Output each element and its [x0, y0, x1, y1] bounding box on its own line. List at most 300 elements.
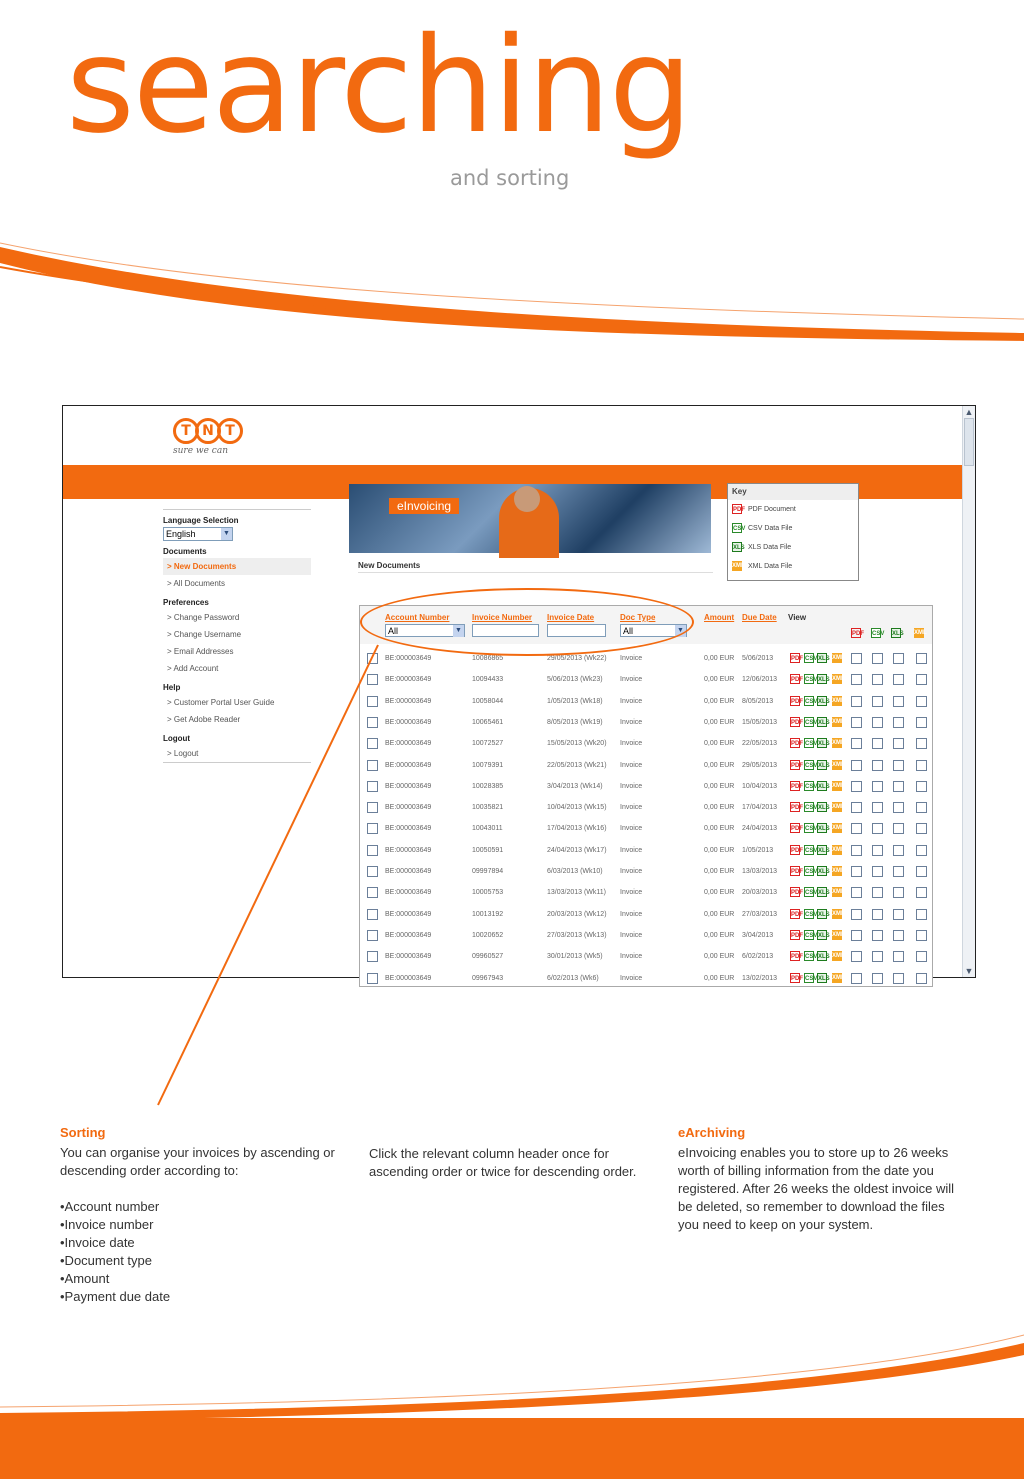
xml-icon[interactable]: XML — [832, 697, 845, 704]
pdf-icon[interactable]: PDF — [790, 909, 800, 919]
tnt-logo — [173, 418, 239, 444]
invoice-date-cell: 3/04/2013 (Wk14) — [547, 782, 603, 790]
invoice-number-cell: 10028385 — [472, 782, 504, 790]
sidebar-item-label: Change Username — [173, 630, 242, 639]
csv-icon[interactable]: CSV — [804, 738, 814, 748]
xls-icon[interactable]: XLS — [817, 866, 827, 876]
csv-icon[interactable]: CSV — [804, 866, 814, 876]
amount-cell: 0,00 EUR — [704, 782, 735, 790]
download-checkbox[interactable] — [851, 781, 862, 792]
xml-icon[interactable]: XML — [832, 718, 845, 725]
sidebar-item-label: Change Password — [173, 613, 240, 622]
pdf-icon[interactable]: PDF — [790, 951, 800, 961]
download-checkbox[interactable] — [916, 738, 927, 749]
download-checkbox[interactable] — [851, 909, 862, 920]
download-checkbox[interactable] — [872, 930, 883, 941]
header-view: View — [788, 613, 807, 622]
invoice-date-cell: 17/04/2013 (Wk16) — [547, 825, 607, 833]
invoice-date-cell: 10/04/2013 (Wk15) — [547, 804, 607, 812]
download-checkbox[interactable] — [872, 866, 883, 877]
key-title: Key — [728, 484, 858, 500]
invoice-number-cell: 09967943 — [472, 974, 504, 982]
header-invoice-number[interactable]: Invoice Number — [472, 613, 533, 622]
table-row — [360, 882, 932, 903]
sidebar-item-label: Logout — [173, 749, 199, 758]
einvoicing-banner — [349, 484, 711, 553]
logo-letter: N — [195, 418, 221, 444]
download-checkbox[interactable] — [851, 930, 862, 941]
download-checkbox[interactable] — [916, 674, 927, 685]
csv-icon[interactable]: CSV — [804, 951, 814, 961]
account-cell: BE:000003649 — [385, 697, 432, 705]
header-doc-type[interactable]: Doc Type — [620, 613, 656, 622]
account-cell: BE:000003649 — [385, 804, 432, 812]
amount-cell: 0,00 EUR — [704, 761, 735, 769]
table-row — [360, 733, 932, 754]
list-item: •Invoice date — [60, 1235, 135, 1250]
header-due-date[interactable]: Due Date — [742, 613, 777, 622]
annotation-ellipse — [360, 588, 694, 656]
pdf-icon[interactable]: PDF — [790, 781, 800, 791]
sidebar-item-email-addresses[interactable]: > Email Addresses — [167, 647, 234, 656]
xls-icon[interactable]: XLS — [817, 781, 827, 791]
invoice-date-cell: 30/01/2013 (Wk5) — [547, 953, 603, 961]
amount-cell: 0,00 EUR — [704, 910, 735, 918]
download-checkbox[interactable] — [851, 866, 862, 877]
sorting-intro: You can organise your invoices by ascending or descending order according to: — [60, 1145, 335, 1178]
invoice-number-cell: 10020652 — [472, 931, 504, 939]
due-date-cell: 17/04/2013 — [742, 804, 778, 812]
top-swoosh — [0, 215, 1024, 345]
invoice-number-cell: 09997894 — [472, 868, 504, 875]
xls-icon[interactable]: XLS — [817, 909, 827, 919]
sidebar-item-all-documents[interactable]: > All Documents — [167, 579, 226, 588]
sorting-list — [60, 1198, 345, 1306]
doc-type-cell: Invoice — [620, 931, 643, 939]
xls-icon[interactable]: XLS — [817, 973, 827, 983]
doc-type-cell: Invoice — [620, 761, 643, 769]
scroll-up-icon[interactable]: ▲ — [964, 407, 974, 417]
logo-letter: T — [217, 418, 243, 444]
csv-icon[interactable]: CSV — [804, 887, 814, 897]
preferences-heading: Preferences — [163, 598, 209, 607]
download-checkbox[interactable] — [893, 887, 904, 898]
xml-icon[interactable]: XML — [832, 868, 845, 874]
invoice-number-cell: 10072527 — [472, 740, 504, 748]
download-checkbox[interactable] — [872, 760, 883, 771]
xls-icon[interactable]: XLS — [817, 930, 827, 940]
account-cell: BE:000003649 — [385, 889, 432, 897]
sidebar-item-change-username[interactable]: > Change Username — [167, 630, 242, 639]
download-checkbox[interactable] — [916, 823, 927, 834]
pdf-icon[interactable]: PDF — [790, 930, 800, 940]
language-value: English — [166, 529, 196, 539]
download-checkbox[interactable] — [893, 973, 904, 984]
invoice-date-cell: 1/05/2013 (Wk18) — [547, 697, 603, 705]
download-checkbox[interactable] — [872, 653, 883, 664]
xls-icon[interactable]: XLS — [817, 717, 827, 727]
scroll-thumb[interactable] — [964, 418, 974, 466]
download-checkbox[interactable] — [872, 674, 883, 685]
doc-type-cell: Invoice — [620, 804, 643, 812]
table-row — [360, 946, 932, 967]
xml-icon[interactable]: XML — [832, 953, 845, 960]
xml-icon[interactable]: XML — [832, 825, 845, 832]
download-checkbox[interactable] — [893, 717, 904, 728]
due-date-cell: 6/02/2013 — [742, 953, 774, 961]
download-checkbox[interactable] — [851, 973, 862, 984]
key-row-xls — [728, 538, 858, 557]
scroll-down-icon[interactable]: ▼ — [964, 966, 974, 976]
xls-icon: XLS — [891, 628, 901, 638]
table-row — [360, 861, 932, 882]
csv-icon[interactable]: CSV — [804, 696, 814, 706]
account-cell: BE:000003649 — [385, 676, 432, 684]
download-checkbox[interactable] — [851, 653, 862, 664]
xls-icon: XLS — [732, 542, 742, 552]
account-cell: BE:000003649 — [385, 931, 432, 939]
pdf-icon[interactable]: PDF — [790, 887, 800, 897]
amount-cell: 0,00 EUR — [704, 804, 735, 812]
invoice-date-cell: 6/03/2013 (Wk10) — [547, 868, 603, 875]
invoice-number-cell: 10035821 — [472, 804, 504, 812]
amount-cell: 0,00 EUR — [704, 655, 735, 662]
due-date-cell: 12/06/2013 — [742, 676, 778, 684]
xml-icon[interactable]: XML — [832, 931, 845, 938]
download-checkbox[interactable] — [916, 653, 927, 664]
amount-cell: 0,00 EUR — [704, 697, 735, 705]
xml-icon[interactable]: XML — [832, 676, 845, 683]
list-item: •Invoice number — [60, 1217, 154, 1232]
download-checkbox[interactable] — [893, 951, 904, 962]
xml-icon[interactable]: XML — [832, 740, 845, 747]
pdf-icon[interactable]: PDF — [790, 845, 800, 855]
download-checkbox[interactable] — [893, 738, 904, 749]
doc-type-cell: Invoice — [620, 697, 643, 705]
xls-icon[interactable]: XLS — [817, 951, 827, 961]
table-row — [360, 904, 932, 925]
download-checkbox[interactable] — [916, 845, 927, 856]
invoice-date-cell: 22/05/2013 (Wk21) — [547, 761, 607, 769]
earchiving-column — [678, 1124, 960, 1234]
account-cell: BE:000003649 — [385, 825, 432, 833]
xls-icon[interactable]: XLS — [817, 653, 827, 663]
xml-icon[interactable]: XML — [832, 655, 845, 661]
sidebar-item-user-guide[interactable]: > Customer Portal User Guide — [167, 698, 275, 707]
due-date-cell: 5/06/2013 — [742, 655, 774, 662]
earchiving-heading: eArchiving — [678, 1125, 746, 1140]
invoice-date-cell: 20/03/2013 (Wk12) — [547, 910, 607, 918]
csv-icon[interactable]: CSV — [804, 781, 814, 791]
amount-cell: 0,00 EUR — [704, 889, 735, 897]
download-checkbox[interactable] — [893, 909, 904, 920]
download-checkbox[interactable] — [916, 696, 927, 707]
xml-icon[interactable]: XML — [832, 910, 845, 917]
due-date-cell: 22/05/2013 — [742, 740, 778, 748]
download-checkbox[interactable] — [851, 738, 862, 749]
pdf-icon[interactable]: PDF — [790, 866, 800, 876]
help-heading: Help — [163, 683, 181, 692]
pdf-icon[interactable]: PDF — [790, 696, 800, 706]
csv-icon[interactable]: CSV — [804, 802, 814, 812]
download-checkbox[interactable] — [851, 674, 862, 685]
doc-type-cell: Invoice — [620, 910, 643, 918]
sidebar-item-new-documents[interactable]: > New Documents — [163, 558, 311, 575]
download-checkbox[interactable] — [872, 909, 883, 920]
invoice-number-cell: 09960527 — [472, 953, 504, 961]
key-label: XML Data File — [748, 563, 793, 570]
doc-type-cell: Invoice — [620, 825, 643, 833]
doc-type-cell: Invoice — [620, 740, 643, 748]
scrollbar[interactable] — [962, 406, 975, 977]
xml-icon: XML — [732, 563, 745, 570]
invoice-date-cell: 27/03/2013 (Wk13) — [547, 931, 607, 939]
list-item: •Document type — [60, 1253, 152, 1268]
download-checkbox[interactable] — [916, 760, 927, 771]
csv-icon: CSV — [732, 523, 742, 533]
key-row-xml — [728, 557, 858, 576]
pdf-icon[interactable]: PDF — [790, 802, 800, 812]
account-cell: BE:000003649 — [385, 718, 432, 726]
xml-icon: XML — [914, 630, 927, 636]
due-date-cell: 3/04/2013 — [742, 931, 774, 939]
doc-type-filter-value: All — [623, 626, 634, 636]
xls-icon[interactable]: XLS — [817, 696, 827, 706]
table-row — [360, 691, 932, 712]
sidebar-item-change-password[interactable]: > Change Password — [167, 613, 240, 622]
earchiving-text: eInvoicing enables you to store up to 26 weeks worth of billing information from the date you registered. After 26 weeks the oldest invoice will be deleted, so remember to download the files you need to keep on your system. — [678, 1145, 955, 1232]
account-cell: BE:000003649 — [385, 740, 432, 748]
chevron-down-icon: ▼ — [221, 528, 232, 540]
table-row — [360, 925, 932, 946]
invoice-number-cell: 10005753 — [472, 889, 504, 897]
key-box — [727, 483, 859, 581]
sorting-heading: Sorting — [60, 1125, 106, 1140]
amount-cell: 0,00 EUR — [704, 825, 735, 833]
invoice-number-cell: 10050591 — [472, 846, 504, 854]
csv-icon[interactable]: CSV — [804, 717, 814, 727]
logout-heading: Logout — [163, 734, 191, 743]
due-date-cell: 29/05/2013 — [742, 761, 778, 769]
pdf-icon[interactable]: PDF — [790, 973, 800, 983]
doc-type-cell: Invoice — [620, 889, 643, 897]
csv-icon[interactable]: CSV — [804, 845, 814, 855]
download-checkbox[interactable] — [872, 738, 883, 749]
sidebar-item-label: All Documents — [173, 579, 226, 588]
pdf-icon[interactable]: PDF — [790, 760, 800, 770]
pdf-icon[interactable]: PDF — [790, 823, 800, 833]
doc-type-cell: Invoice — [620, 868, 643, 875]
xml-icon[interactable]: XML — [832, 761, 845, 768]
key-label: XLS Data File — [748, 544, 792, 551]
due-date-cell: 20/03/2013 — [742, 889, 778, 897]
download-checkbox[interactable] — [916, 930, 927, 941]
xls-icon[interactable]: XLS — [817, 802, 827, 812]
pdf-icon[interactable]: PDF — [790, 653, 800, 663]
invoice-date-cell: 15/05/2013 (Wk20) — [547, 740, 607, 748]
key-label: CSV Data File — [748, 525, 793, 532]
download-checkbox[interactable] — [872, 951, 883, 962]
sidebar-item-label: Add Account — [173, 664, 219, 673]
page-title: searching — [66, 9, 691, 163]
doc-type-cell: Invoice — [620, 782, 643, 790]
due-date-cell: 1/05/2013 — [742, 846, 774, 854]
sidebar-item-label: New Documents — [173, 562, 237, 571]
pdf-icon: PDF — [732, 504, 742, 514]
download-checkbox[interactable] — [893, 802, 904, 813]
invoice-date-cell: 8/05/2013 (Wk19) — [547, 718, 603, 726]
list-item: •Amount — [60, 1271, 110, 1286]
table-row — [360, 968, 932, 989]
download-checkbox[interactable] — [851, 717, 862, 728]
invoice-number-cell: 10043011 — [472, 825, 503, 833]
xls-icon[interactable]: XLS — [817, 760, 827, 770]
download-checkbox[interactable] — [851, 760, 862, 771]
logo-letter: T — [173, 418, 199, 444]
header-amount[interactable]: Amount — [704, 613, 735, 622]
download-checkbox[interactable] — [916, 802, 927, 813]
download-checkbox[interactable] — [872, 845, 883, 856]
download-checkbox[interactable] — [851, 951, 862, 962]
xls-icon[interactable]: XLS — [817, 738, 827, 748]
xml-icon[interactable]: XML — [832, 804, 845, 811]
download-checkbox[interactable] — [893, 653, 904, 664]
download-checkbox[interactable] — [851, 802, 862, 813]
csv-icon[interactable]: CSV — [804, 760, 814, 770]
download-checkbox[interactable] — [893, 823, 904, 834]
account-cell: BE:000003649 — [385, 761, 432, 769]
tagline: sure we can — [173, 446, 228, 456]
xml-icon[interactable]: XML — [832, 889, 845, 896]
table-row — [360, 712, 932, 733]
download-checkbox[interactable] — [893, 674, 904, 685]
due-date-cell: 13/02/2013 — [742, 974, 778, 982]
download-checkbox[interactable] — [872, 802, 883, 813]
sidebar-item-label: Customer Portal User Guide — [173, 698, 275, 707]
invoice-number-cell: 10079391 — [472, 761, 504, 769]
download-checkbox[interactable] — [916, 973, 927, 984]
account-cell: BE:000003649 — [385, 868, 432, 875]
download-checkbox[interactable] — [851, 845, 862, 856]
pdf-icon[interactable]: PDF — [790, 674, 800, 684]
account-cell: BE:000003649 — [385, 846, 432, 854]
xml-icon[interactable]: XML — [832, 974, 845, 981]
amount-cell: 0,00 EUR — [704, 676, 735, 684]
download-checkbox[interactable] — [893, 781, 904, 792]
xml-icon[interactable]: XML — [832, 846, 845, 853]
invoice-number-cell: 10058044 — [472, 697, 504, 705]
xls-icon[interactable]: XLS — [817, 823, 827, 833]
amount-cell: 0,00 EUR — [704, 931, 735, 939]
download-checkbox[interactable] — [851, 823, 862, 834]
csv-icon[interactable]: CSV — [804, 930, 814, 940]
download-checkbox[interactable] — [851, 887, 862, 898]
bottom-swoosh — [0, 1335, 1024, 1425]
section-title: New Documents — [358, 561, 713, 573]
bottom-bar — [0, 1418, 1024, 1479]
amount-cell: 0,00 EUR — [704, 953, 735, 961]
amount-cell: 0,00 EUR — [704, 974, 735, 982]
key-row-csv — [728, 519, 858, 538]
courier-head — [514, 486, 540, 512]
pdf-icon[interactable]: PDF — [790, 738, 800, 748]
account-cell: BE:000003649 — [385, 974, 432, 982]
account-filter-value: All — [388, 626, 399, 636]
invoice-number-cell: 10065461 — [472, 718, 504, 726]
invoice-date-cell: 24/04/2013 (Wk17) — [547, 846, 607, 854]
due-date-cell: 10/04/2013 — [742, 782, 778, 790]
amount-cell: 0,00 EUR — [704, 868, 735, 875]
amount-cell: 0,00 EUR — [704, 846, 735, 854]
chevron-down-icon: ▼ — [675, 625, 686, 637]
sidebar-item-label: Get Adobe Reader — [173, 715, 241, 724]
invoice-date-cell: 13/03/2013 (Wk11) — [547, 889, 607, 897]
csv-icon: CSV — [871, 628, 881, 638]
download-checkbox[interactable] — [916, 781, 927, 792]
xls-icon[interactable]: XLS — [817, 845, 827, 855]
download-checkbox[interactable] — [916, 866, 927, 877]
download-checkbox[interactable] — [851, 696, 862, 707]
annotation-line — [150, 645, 390, 1110]
sidebar-item-adobe-reader[interactable]: > Get Adobe Reader — [167, 715, 241, 724]
doc-type-cell: Invoice — [620, 846, 643, 854]
csv-icon[interactable]: CSV — [804, 909, 814, 919]
page-subtitle: and sorting — [450, 166, 570, 190]
download-checkbox[interactable] — [872, 696, 883, 707]
language-select[interactable] — [163, 527, 233, 541]
csv-icon[interactable]: CSV — [804, 823, 814, 833]
key-label: PDF Document — [748, 506, 796, 513]
download-checkbox[interactable] — [893, 930, 904, 941]
download-checkbox[interactable] — [872, 823, 883, 834]
download-checkbox[interactable] — [916, 909, 927, 920]
download-checkbox[interactable] — [893, 866, 904, 877]
language-heading: Language Selection — [163, 516, 239, 525]
table-row — [360, 840, 932, 861]
xml-icon[interactable]: XML — [832, 782, 845, 789]
download-checkbox[interactable] — [916, 887, 927, 898]
csv-icon[interactable]: CSV — [804, 973, 814, 983]
xls-icon[interactable]: XLS — [817, 674, 827, 684]
list-item: •Account number — [60, 1199, 160, 1214]
download-checkbox[interactable] — [893, 696, 904, 707]
header-invoice-date[interactable]: Invoice Date — [547, 613, 595, 622]
table-row — [360, 669, 932, 690]
download-checkbox[interactable] — [893, 760, 904, 771]
sidebar-item-add-account[interactable]: > Add Account — [167, 664, 219, 673]
csv-icon[interactable]: CSV — [804, 674, 814, 684]
invoice-date-cell: 5/06/2013 (Wk23) — [547, 676, 603, 684]
xls-icon[interactable]: XLS — [817, 887, 827, 897]
sidebar-item-label: Email Addresses — [173, 647, 234, 656]
pdf-icon[interactable]: PDF — [790, 717, 800, 727]
download-checkbox[interactable] — [872, 781, 883, 792]
download-checkbox[interactable] — [893, 845, 904, 856]
download-checkbox[interactable] — [872, 887, 883, 898]
table-row — [360, 755, 932, 776]
account-cell: BE:000003649 — [385, 782, 432, 790]
download-checkbox[interactable] — [916, 717, 927, 728]
download-checkbox[interactable] — [872, 717, 883, 728]
download-checkbox[interactable] — [916, 951, 927, 962]
header-account-number[interactable]: Account Number — [385, 613, 450, 622]
sidebar-item-logout[interactable]: > Logout — [167, 749, 199, 758]
account-cell: BE:000003649 — [385, 953, 432, 961]
middle-text: Click the relevant column header once for ascending order or twice for descending order. — [369, 1146, 637, 1179]
csv-icon[interactable]: CSV — [804, 653, 814, 663]
due-date-cell: 8/05/2013 — [742, 697, 774, 705]
download-checkbox[interactable] — [872, 973, 883, 984]
